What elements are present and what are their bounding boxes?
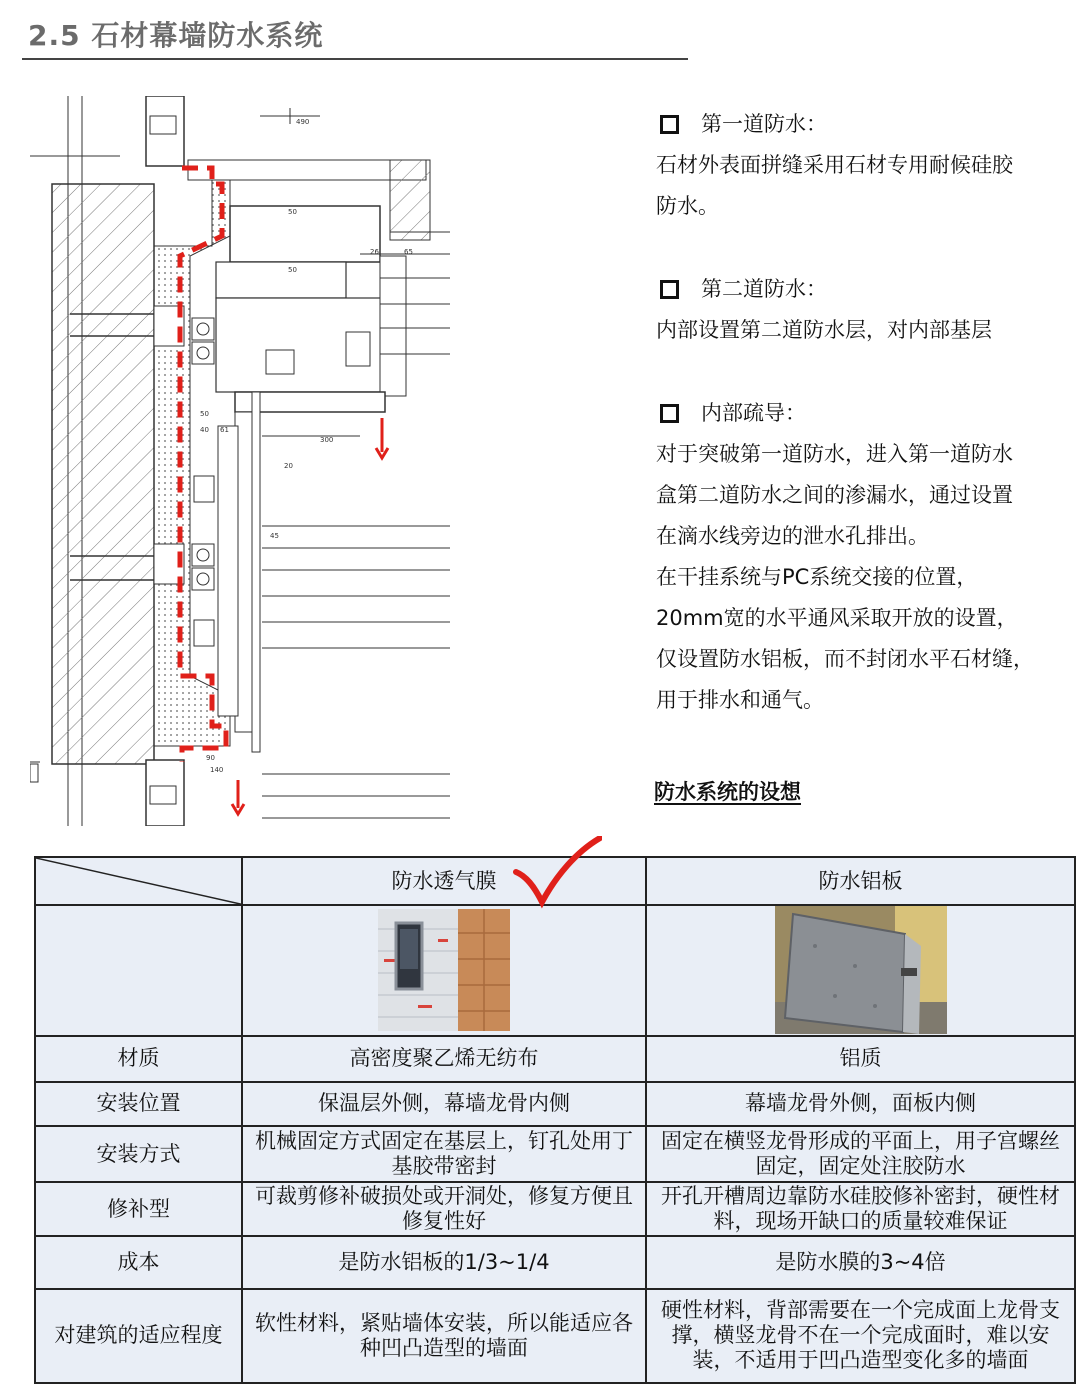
row-label: 修补型	[35, 1182, 242, 1236]
table-row	[35, 1082, 1075, 1126]
section-subheading: 防水系统的设想	[654, 780, 801, 804]
curtain-wall-section-drawing	[30, 96, 450, 826]
checkbox-square-icon	[660, 280, 679, 299]
cell-aluminum: 开孔开槽周边靠防水硅胶修补密封，硬性材料，现场开缺口的质量较难保证	[646, 1182, 1075, 1236]
cell-aluminum: 是防水膜的3~4倍	[646, 1236, 1075, 1288]
checkbox-square-icon	[660, 115, 679, 134]
aluminum-panel-photo	[775, 906, 947, 1034]
notes-panel	[656, 104, 1076, 763]
row-label: 对建筑的适应程度	[35, 1289, 242, 1383]
table-row	[35, 1182, 1075, 1236]
note-line: 内部设置第二道防水层，对内部基层	[656, 318, 992, 342]
row-label: 材质	[35, 1036, 242, 1082]
check-mark-icon	[512, 836, 602, 910]
note-line: 在干挂系统与PC系统交接的位置，	[656, 565, 978, 589]
dim-label: 26	[370, 248, 379, 256]
checkbox-square-icon	[660, 404, 679, 423]
dim-label: 50	[200, 410, 209, 418]
dim-label: 140	[210, 766, 224, 774]
cell-aluminum: 硬性材料，背部需要在一个完成面上龙骨支撑，横竖龙骨不在一个完成面时，难以安装，不适用于凹凸造型变化多的墙面	[646, 1289, 1075, 1383]
comparison-table	[34, 856, 1074, 1384]
title-divider	[22, 58, 688, 60]
dim-label: 490	[296, 118, 310, 126]
dim-label: 61	[220, 426, 229, 434]
cell-membrane: 高密度聚乙烯无纺布	[242, 1036, 646, 1082]
table-row	[35, 1126, 1075, 1182]
dim-label: 90	[206, 754, 215, 762]
dim-label: 40	[200, 426, 209, 434]
dim-label: 65	[404, 248, 413, 256]
cell-membrane: 软性材料，紧贴墙体安装，所以能适应各种凹凸造型的墙面	[242, 1289, 646, 1383]
cell-aluminum: 幕墙龙骨外侧，面板内侧	[646, 1082, 1075, 1126]
cell-membrane: 保温层外侧，幕墙龙骨内侧	[242, 1082, 646, 1126]
note-line: 对于突破第一道防水，进入第一道防水	[656, 442, 1013, 466]
note-heading: 第二道防水：	[701, 277, 827, 301]
note-line: 用于排水和通气。	[656, 688, 824, 712]
table-row	[35, 1036, 1075, 1082]
dim-label: 300	[320, 436, 334, 444]
note-second-waterproof	[656, 269, 1076, 351]
dim-label: 20	[284, 462, 293, 470]
note-heading: 内部疏导：	[701, 401, 806, 425]
table-image-row	[35, 905, 1075, 1035]
cell-membrane: 可裁剪修补破损处或开洞处，修复方便且修复性好	[242, 1182, 646, 1236]
cell-membrane: 是防水铝板的1/3~1/4	[242, 1236, 646, 1288]
note-internal-drainage	[656, 393, 1076, 721]
note-line: 仅设置防水铝板，而不封闭水平石材缝，	[656, 647, 1034, 671]
row-label: 成本	[35, 1236, 242, 1288]
row-label: 安装位置	[35, 1082, 242, 1126]
note-line: 20mm宽的水平通风采取开放的设置，	[656, 606, 1018, 630]
cell-aluminum: 铝质	[646, 1036, 1075, 1082]
dim-label: 50	[288, 266, 297, 274]
row-label: 安装方式	[35, 1126, 242, 1182]
corner-cell	[35, 857, 242, 905]
cell-membrane: 机械固定方式固定在基层上，钉孔处用丁基胶带密封	[242, 1126, 646, 1182]
note-line: 在滴水线旁边的泄水孔排出。	[656, 524, 929, 548]
note-heading: 第一道防水：	[701, 112, 827, 136]
note-line: 防水。	[656, 194, 719, 218]
membrane-photo	[378, 909, 510, 1031]
column-header-aluminum: 防水铝板	[646, 857, 1075, 905]
table-row	[35, 1236, 1075, 1288]
note-line: 盒第二道防水之间的渗漏水，通过设置	[656, 483, 1013, 507]
note-first-waterproof	[656, 104, 1076, 227]
dim-label: 50	[288, 208, 297, 216]
cell-aluminum: 固定在横竖龙骨形成的平面上，用子宫螺丝固定，固定处注胶防水	[646, 1126, 1075, 1182]
dim-label: 45	[270, 532, 279, 540]
page-title: 2.5 石材幕墙防水系统	[28, 19, 324, 52]
table-row	[35, 1289, 1075, 1383]
note-line: 石材外表面拼缝采用石材专用耐候硅胶	[656, 153, 1013, 177]
column-header-membrane: 防水透气膜	[242, 857, 646, 905]
